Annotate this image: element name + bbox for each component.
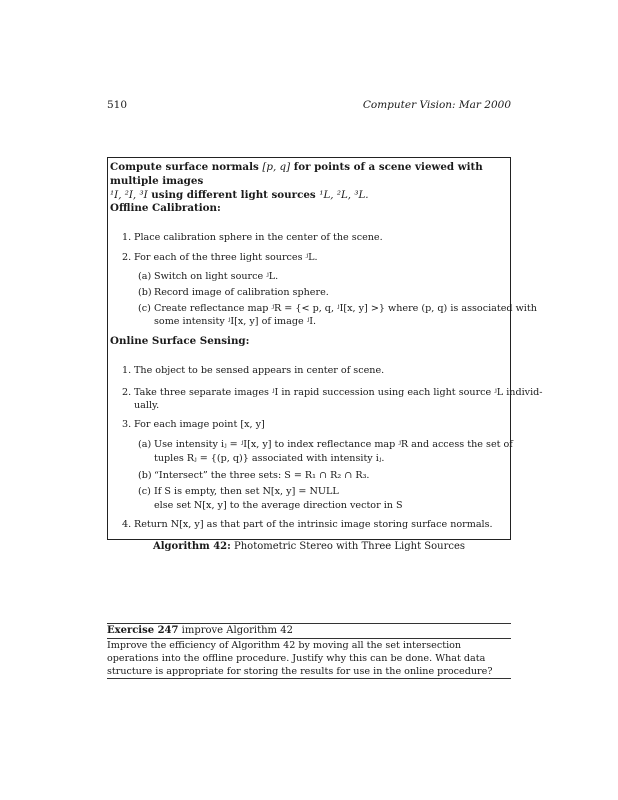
offline-step-num: 2. — [122, 252, 132, 263]
online-step-num: 3. — [122, 419, 132, 430]
exercise-top-rule — [107, 623, 511, 624]
offline-substep-cont: some intensity ʲI[x, y] of image ʲI. — [154, 316, 317, 327]
online-substep-cont: else set N[x, y] to the average direction vector in S — [154, 500, 403, 511]
page-number: 510 — [107, 99, 128, 111]
online-substep: “Intersect” the three sets: S = R₁ ∩ R₂ ∩ R₃. — [154, 470, 370, 481]
algorithm-title — [110, 160, 508, 202]
online-substep: If S is empty, then set N[x, y] = NULL — [154, 486, 339, 497]
offline-step: For each of the three light sources ʲL. — [134, 252, 318, 263]
online-step: For each image point [x, y] — [134, 419, 265, 430]
offline-step-num: 1. — [122, 232, 132, 243]
exercise-label: Exercise 247 — [107, 625, 179, 636]
title-part-2: for points of a scene viewed with multiple images — [110, 161, 483, 187]
offline-substep-num: (b) — [138, 287, 152, 298]
offline-substep: Create reflectance map ʲR = {< p, q, ʲI[x, y] >} where (p, q) is associated with — [154, 303, 537, 314]
algorithm-box — [107, 157, 543, 540]
offline-step: Place calibration sphere in the center of the scene. — [134, 232, 383, 243]
online-substep-cont: tuples Rⱼ = {(p, q)} associated with intensity iⱼ. — [154, 453, 385, 464]
title-lights: ¹L, ²L, ³L. — [319, 189, 369, 201]
caption-label: Algorithm 42: — [152, 541, 231, 552]
final-step: Return N[x, y] as that part of the intrinsic image storing surface normals. — [134, 519, 493, 530]
online-substep-num: (a) — [138, 439, 152, 450]
offline-heading: Offline Calibration: — [110, 202, 221, 214]
title-part-1: Compute surface normals — [110, 161, 259, 173]
exercise-title: improve Algorithm 42 — [181, 625, 293, 636]
online-step: Take three separate images ʲI in rapid succession using each light source ʲL individ- — [134, 387, 543, 398]
online-step-num: 2. — [122, 387, 132, 398]
algorithm-caption — [107, 541, 511, 552]
title-part-3: using different light sources — [151, 189, 316, 201]
exercise-body: Improve the efficiency of Algorithm 42 by moving all the set intersection operations into the offline procedure. Justify why this can be done. What data structure is appropriate for storing the results for use in the online procedure? — [107, 640, 493, 677]
online-substep-num: (b) — [138, 470, 152, 481]
offline-substep: Switch on light source ʲL. — [154, 271, 279, 282]
offline-substep: Record image of calibration sphere. — [154, 287, 329, 298]
online-step-cont: ually. — [134, 400, 160, 411]
online-substep: Use intensity iⱼ = ʲI[x, y] to index reflectance map ʲR and access the set of — [154, 439, 513, 450]
online-step-num: 1. — [122, 365, 132, 376]
final-step-num: 4. — [122, 519, 132, 530]
offline-substep-num: (c) — [138, 303, 151, 314]
running-title: Computer Vision: Mar 2000 — [362, 99, 511, 111]
offline-substep-num: (a) — [138, 271, 152, 282]
online-substep-num: (c) — [138, 486, 151, 497]
caption-text: Photometric Stereo with Three Light Sources — [234, 541, 466, 552]
exercise-heading — [107, 625, 293, 636]
online-step: The object to be sensed appears in center of scene. — [134, 365, 385, 376]
title-sym-1: [p, q] — [262, 161, 291, 173]
exercise-bottom-rule — [107, 678, 511, 679]
title-images: ¹I, ²I, ³I — [110, 189, 148, 201]
online-heading: Online Surface Sensing: — [110, 335, 250, 347]
